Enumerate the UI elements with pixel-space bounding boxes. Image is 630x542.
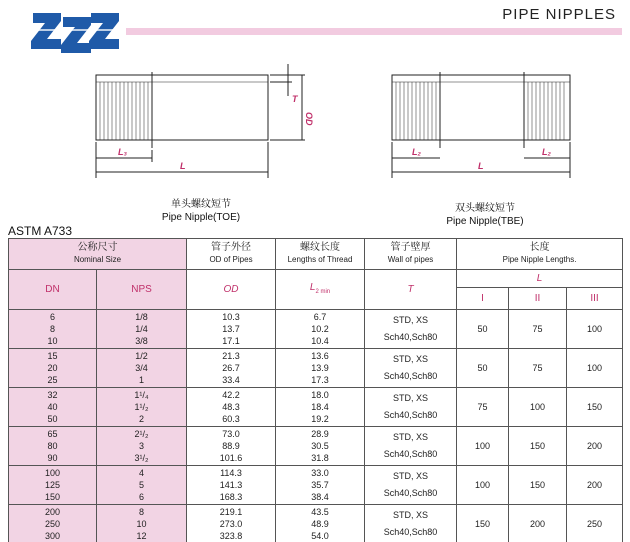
pipe-nipple-table [8,238,623,542]
thread-value: 6.7 [313,312,327,322]
od-value: 10.3 [222,312,240,322]
thread-value: 31.8 [311,453,329,463]
wall-cell [365,310,457,349]
dn-cell [9,388,97,427]
table-row [9,427,623,466]
nps-value: 2¹/₂ [134,429,149,439]
nps-cell [97,505,187,542]
od-value: 141.3 [219,480,243,490]
dn-value: 250 [44,519,61,529]
header-length-en: Pipe Nipple Lengths. [502,255,577,264]
length-i-cell: 150 [457,505,509,542]
thread-cell [276,466,365,505]
thread-cell [276,505,365,542]
dn-value: 25 [47,375,58,385]
toe-caption-cn: 单头螺纹短节 [171,199,231,210]
dn-value: 100 [44,468,61,478]
nps-value: 2 [139,414,145,424]
dn-cell [9,505,97,542]
length-ii-cell: 75 [509,310,567,349]
header-length-i: I [457,288,509,310]
od-value: 73.0 [222,429,240,439]
od-value: 21.3 [222,351,240,361]
wall-value: Sch40,Sch80 [383,527,438,537]
thread-value: 38.4 [311,492,329,502]
length-iii-cell: 200 [567,427,623,466]
header-thread-en: Lengths of Thread [287,255,353,264]
header-nominal-cn: 公称尺寸 [77,242,118,253]
dn-cell [9,349,97,388]
header-length [457,239,623,270]
length-ii-cell: 200 [509,505,567,542]
toe-caption [136,198,266,224]
table-row [9,466,623,505]
length-ii-cell: 150 [509,466,567,505]
wall-value: Sch40,Sch80 [383,449,438,459]
wall-cell [365,466,457,505]
pipe-nipple-drawings [80,50,620,190]
nps-value: 8 [139,507,145,517]
od-value: 17.1 [222,336,240,346]
od-cell [187,388,276,427]
dn-value: 20 [47,363,58,373]
nps-value: 3/4 [135,363,148,373]
header-wall-en: Wall of pipes [387,255,434,264]
od-value: 33.4 [222,375,240,385]
nps-value: 10 [136,519,147,529]
header-length-cn: 长度 [529,242,550,253]
toe-l3-label: L₃ [118,147,127,157]
od-value: 42.2 [222,390,240,400]
thread-value: 28.9 [311,429,329,439]
nps-cell [97,466,187,505]
length-i-cell: 75 [457,388,509,427]
nps-cell [97,310,187,349]
header-length-iii: III [567,288,623,310]
thread-value: 48.9 [311,519,329,529]
dn-value: 40 [47,402,58,412]
tbe-caption-cn: 双头螺纹短节 [455,203,515,214]
wall-value: STD, XS [393,432,429,442]
thread-value: 35.7 [311,480,329,490]
length-iii-cell: 100 [567,349,623,388]
dn-value: 15 [47,351,58,361]
standard-label: ASTM A733 [8,224,73,238]
length-ii-cell: 150 [509,427,567,466]
dn-value: 300 [44,531,61,541]
nps-value: 6 [139,492,145,502]
od-value: 48.3 [222,402,240,412]
header-wall [365,239,457,270]
thread-value: 19.2 [311,414,329,424]
od-cell [187,505,276,542]
dn-value: 200 [44,507,61,517]
thread-value: 43.5 [311,507,329,517]
od-value: 323.8 [219,531,243,541]
toe-l-label: L [180,161,186,171]
header-od-symbol: OD [187,270,276,310]
dn-value: 90 [47,453,58,463]
od-cell [187,427,276,466]
page-title: PIPE NIPPLES [502,6,616,23]
title-bar [126,28,622,35]
thread-value: 54.0 [311,531,329,541]
header-l2-sub: 2 min [315,288,331,295]
table-row [9,349,623,388]
toe-caption-en: Pipe Nipple(TOE) [161,212,241,223]
header-thread [276,239,365,270]
wall-value: STD, XS [393,393,429,403]
thread-cell [276,349,365,388]
wall-value: STD, XS [393,354,429,364]
thread-value: 13.6 [311,351,329,361]
thread-value: 10.2 [311,324,329,334]
od-value: 101.6 [219,453,243,463]
nps-value: 12 [136,531,147,541]
nps-value: 1/2 [135,351,148,361]
dn-value: 150 [44,492,61,502]
length-i-cell: 100 [457,466,509,505]
dn-value: 32 [47,390,58,400]
header-od [187,239,276,270]
nps-cell [97,388,187,427]
table-row [9,310,623,349]
length-i-cell: 50 [457,349,509,388]
wall-value: Sch40,Sch80 [383,488,438,498]
dn-value: 80 [47,441,58,451]
dn-value: 50 [47,414,58,424]
wall-cell [365,388,457,427]
nps-value: 1¹/₂ [134,402,149,412]
wall-value: Sch40,Sch80 [383,410,438,420]
toe-t-label: T [292,94,298,104]
thread-value: 13.9 [311,363,329,373]
nps-value: 3 [139,441,145,451]
od-value: 60.3 [222,414,240,424]
nps-value: 1 [139,375,145,385]
dn-value: 6 [49,312,55,322]
thread-value: 18.4 [311,402,329,412]
nps-value: 4 [139,468,145,478]
od-cell [187,310,276,349]
nps-value: 1/8 [135,312,148,322]
od-value: 114.3 [220,468,242,478]
od-value: 168.3 [219,492,243,502]
od-value: 219.1 [219,507,243,517]
od-value: 26.7 [222,363,240,373]
length-iii-cell: 150 [567,388,623,427]
nps-cell [97,427,187,466]
header-thread-cn: 螺纹长度 [300,242,341,253]
nps-value: 5 [139,480,145,490]
length-iii-cell: 250 [567,505,623,542]
nps-value: 1¹/₄ [134,390,149,400]
wall-value: STD, XS [393,315,429,325]
od-cell [187,466,276,505]
tbe-caption-en: Pipe Nipple(TBE) [446,216,524,227]
length-i-cell: 50 [457,310,509,349]
table-row [9,505,623,542]
header-nominal [9,239,187,270]
dn-cell [9,310,97,349]
tbe-l-label: L [478,161,484,171]
length-ii-cell: 75 [509,349,567,388]
thread-value: 30.5 [311,441,329,451]
od-value: 273.0 [219,519,243,529]
length-ii-cell: 100 [509,388,567,427]
length-i-cell: 100 [457,427,509,466]
dn-value: 65 [47,429,58,439]
header-nps: NPS [97,270,187,310]
table-row [9,388,623,427]
od-cell [187,349,276,388]
nps-value: 3/8 [135,336,148,346]
length-iii-cell: 200 [567,466,623,505]
header-l2-main: L [309,281,316,293]
toe-od-label: OD [304,112,314,126]
dn-cell [9,466,97,505]
wall-value: STD, XS [393,510,429,520]
header-od-cn: 管子外径 [211,242,252,253]
tbe-caption [420,202,550,228]
wall-value: Sch40,Sch80 [383,371,438,381]
dn-value: 10 [47,336,58,346]
wall-cell [365,427,457,466]
nps-value: 1/4 [135,324,148,334]
dn-value: 125 [44,480,61,490]
header-length-ii: II [509,288,567,310]
wall-cell [365,505,457,542]
thread-value: 17.3 [311,375,329,385]
wall-cell [365,349,457,388]
header-l-symbol: L [457,270,623,288]
dn-cell [9,427,97,466]
dn-value: 8 [49,324,55,334]
od-value: 88.9 [222,441,240,451]
nps-cell [97,349,187,388]
wall-value: Sch40,Sch80 [383,332,438,342]
thread-cell [276,310,365,349]
header-od-en: OD of Pipes [209,255,253,264]
od-value: 13.7 [222,324,240,334]
header-nominal-en: Nominal Size [73,255,122,264]
nps-value: 3¹/₂ [134,453,149,463]
thread-cell [276,388,365,427]
tbe-l2a-label: L₂ [412,147,421,157]
thread-cell [276,427,365,466]
header-l2-symbol [276,270,365,310]
header-t-symbol: T [365,270,457,310]
wall-value: STD, XS [393,471,429,481]
length-iii-cell: 100 [567,310,623,349]
thread-value: 33.0 [311,468,329,478]
header-dn: DN [9,270,97,310]
header-wall-cn: 管子壁厚 [390,242,431,253]
tbe-l2b-label: L₂ [542,147,551,157]
thread-value: 18.0 [311,390,329,400]
thread-value: 10.4 [311,336,329,346]
